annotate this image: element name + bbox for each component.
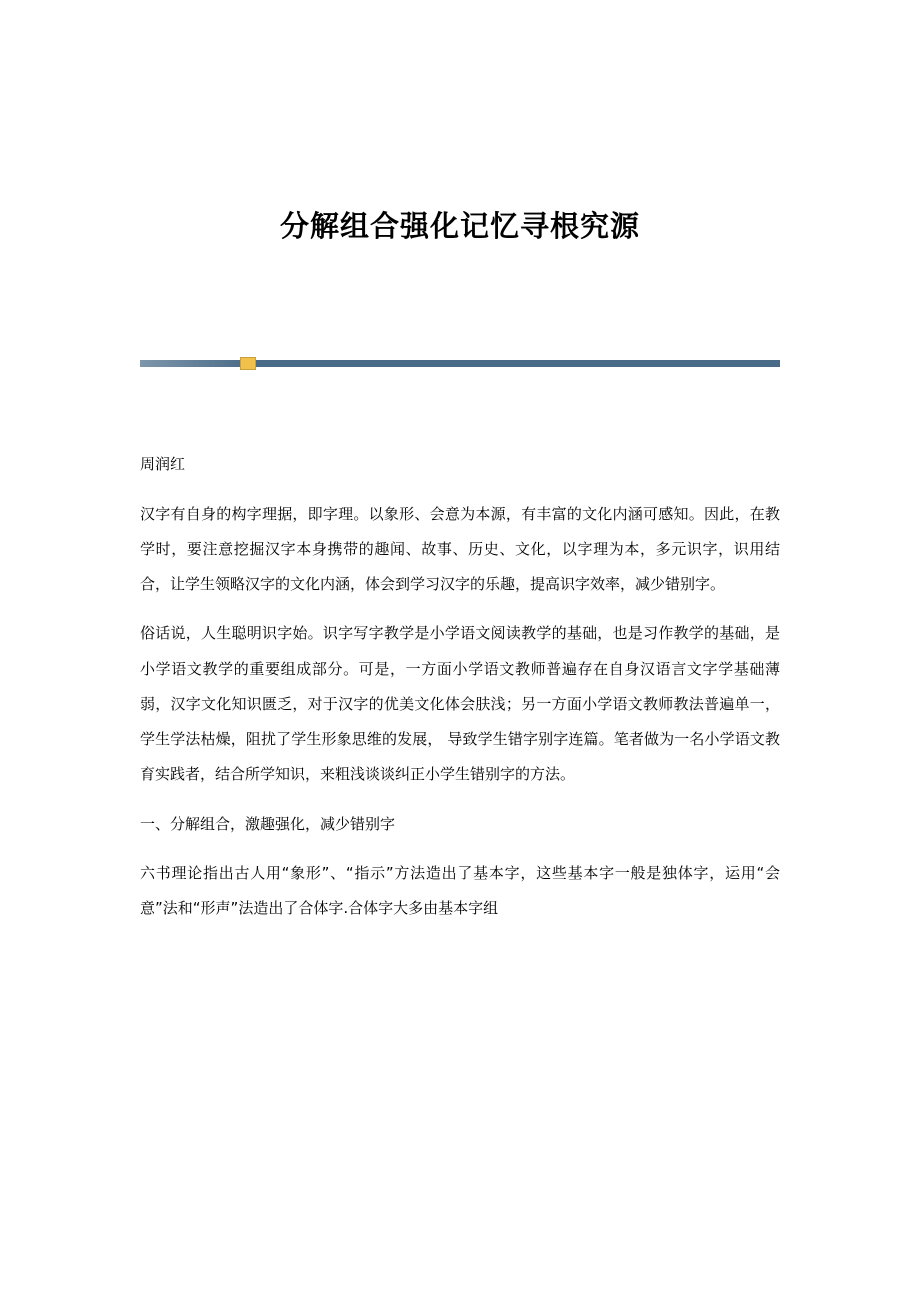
document-body: [140, 448, 780, 927]
paragraph: 俗话说，人生聪明识字始。识字写字教学是小学语文阅读教学的基础，也是习作教学的基础，是小学语文教学的重要组成部分。可是，一方面小学语文教师普遍存在自身汉语言文字学基础薄弱，汉字文化知识匮乏，对于汉字的优美文化体会肤浅；另一方面小学语文教师教法普遍单一，学生学法枯燥，阻扰了学生形象思维的发展， 导致学生错字别字连篇。笔者做为一名小学语文教育实践者，结合所学知识，来粗浅谈谈纠正小学生错别字的方法。: [140, 624, 780, 784]
paragraph: 汉字有自身的构字理据，即字理。以象形、会意为本源，有丰富的文化内涵可感知。因此，在教学时，要注意挖掘汉字本身携带的趣闻、故事、历史、文化，以字理为本，多元识字，识用结合，让学生领略汉字的文化内涵，体会到学习汉字的乐趣，提高识字效率，减少错别字。: [140, 504, 780, 594]
section-heading: 一、分解组合，激趣强化，减少错别字: [140, 814, 396, 833]
paragraph: 六书理论指出古人用“象形”、“指示”方法造出了基本字，这些基本字一般是独体字，运用“会意”法和“形声”法造出了合体字.合体字大多由基本字组: [140, 863, 780, 918]
divider-marker-icon: [240, 357, 256, 370]
divider-gradient: [140, 360, 250, 367]
section-divider: [140, 356, 780, 370]
page-title: 分解组合强化记忆寻根究源: [279, 209, 640, 243]
author-byline: 周润红: [140, 454, 186, 473]
